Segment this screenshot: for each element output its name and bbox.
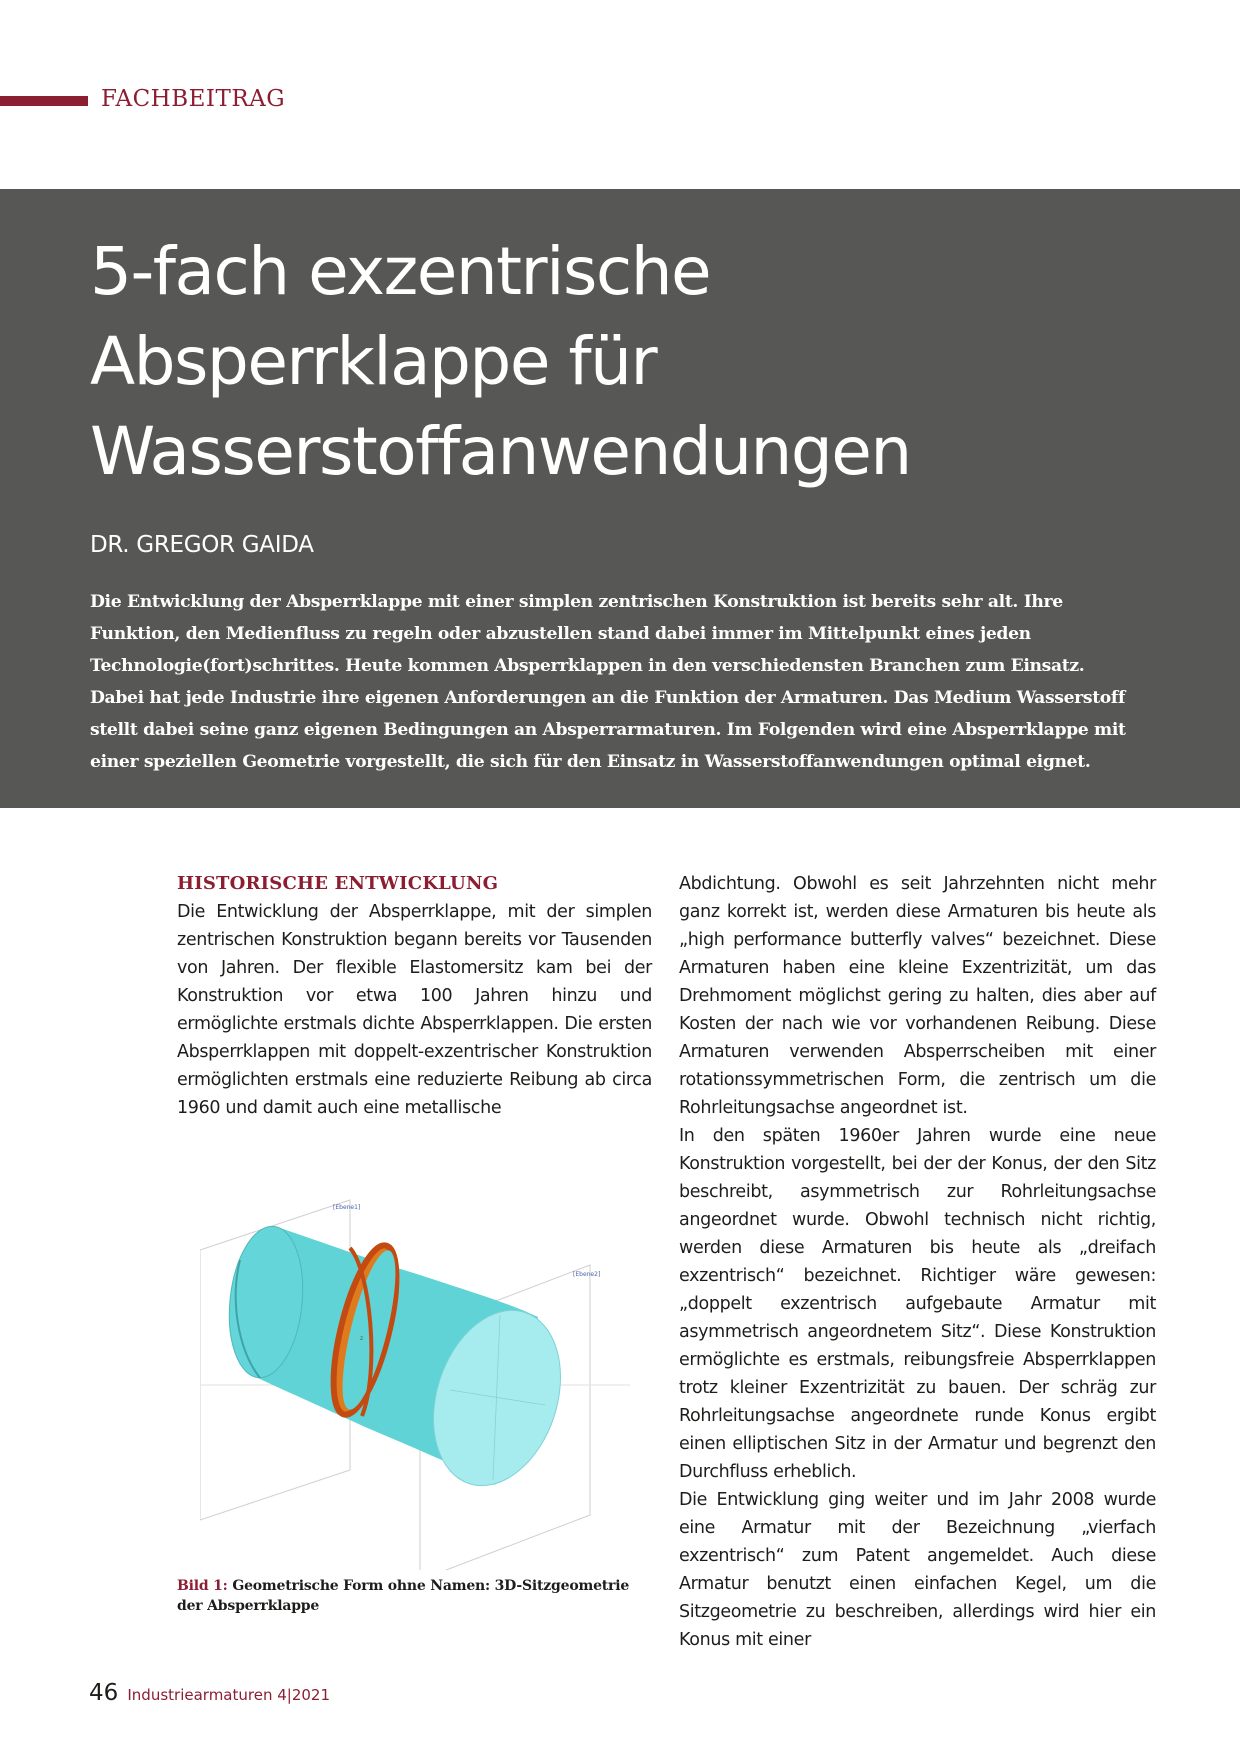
body-paragraph-right-2: In den späten 1960er Jahren wurde eine neue Konstruktion vorgestellt, bei der der Konus, der den Sitz beschreibt, asymmetrisch zur Rohrleitungsachse angeordnet wurde. Obwohl technisch nicht richtig, werden diese Armaturen bis heute als „dreifach exzentrisch“ bezeichnet. Richtiger wäre gewesen: „doppelt exzentrisch aufgebaute Armatur mit asymmetrisch angeordnetem Sitz“. Diese Konstruktion ermöglichte es erstmals, reibungsfreie Absperrklappen trotz kleiner Exzentrizität zu bauen. Der schräg zur Rohrleitungsachse angeordnete runde Konus ergibt einen elliptischen Sitz in der Armatur und begrenzt den Durchfluss erheblich. — [679, 1126, 1156, 1482]
body-paragraph-right-3: Die Entwicklung ging weiter und im Jahr 2008 wurde eine Armatur mit der Bezeichnung „vierfach exzentrisch“ zum Patent angemeldet. Auch diese Armatur benutzt einen einfachen Kegel, um die Sitzgeometrie zu beschreiben, allerdings wird hier ein Konus mit einer — [679, 1490, 1156, 1650]
figure-caption — [177, 1576, 647, 1616]
left-column — [177, 870, 652, 1122]
subheading-history: HISTORISCHE ENTWICKLUNG — [177, 873, 499, 894]
article-title — [90, 227, 1190, 497]
lead-text-1: Die Entwicklung der Absperrklappe mit einer simplen zentrischen Konstruktion ist bereits sehr alt. Ihre Funktion, den Medienfluss zu regeln oder abzustellen stand dabei immer im Mittelpunkt eines jeden Technologie(fort)schrittes. Heute kommen Absperrklappen in den verschiedensten Branchen zum Einsatz. — [90, 592, 1085, 676]
axis-marker: z — [360, 1335, 364, 1342]
title-banner — [0, 189, 1240, 808]
page-footer — [89, 1680, 330, 1706]
title-line-2: Absperrklappe für — [90, 323, 657, 400]
caption-text: Geometrische Form ohne Namen: 3D-Sitzgeometrie der Absperrklappe — [177, 1578, 630, 1614]
caption-label: Bild 1: — [177, 1578, 228, 1594]
lead-paragraph — [90, 586, 1150, 778]
plane-2-label: [Ebene2] — [573, 1271, 601, 1278]
page-number: 46 — [89, 1680, 119, 1706]
seat-geometry-illustration — [200, 1190, 630, 1570]
title-line-1: 5-fach exzentrische — [90, 233, 711, 310]
title-line-3: Wasserstoffanwendungen — [90, 413, 911, 490]
figure-3d-seat-geometry — [200, 1190, 630, 1570]
right-column — [679, 870, 1156, 1654]
body-paragraph-left: Die Entwicklung der Absperrklappe, mit der simplen zentrischen Konstruktion begann bereits vor Tausenden von Jahren. Der flexible Elastomersitz kam bei der Konstruktion vor etwa 100 Jahren hinzu und ermöglichte erstmals dichte Absperrklappen. Die ersten Absperrklappen mit doppelt-exzentrischer Konstruktion ermöglichten erstmals eine reduzierte Reibung ab circa 1960 und damit auch eine metallische — [177, 902, 652, 1118]
author-name: DR. GREGOR GAIDA — [90, 532, 314, 558]
section-accent-bar — [0, 96, 88, 106]
lead-text-2: Dabei hat jede Industrie ihre eigenen Anforderungen an die Funktion der Armaturen. Das Medium Wasserstoff stellt dabei seine ganz eigenen Bedingungen an Absperrarmaturen. Im Folgenden wird eine Absperrklappe mit einer speziellen Geometrie vorgestellt, die sich für den Einsatz in Wasserstoffanwendungen optimal eignet. — [90, 688, 1126, 772]
journal-name: Industriearmaturen 4|2021 — [127, 1686, 330, 1704]
section-label: FACHBEITRAG — [101, 86, 286, 112]
body-paragraph-right-1: Abdichtung. Obwohl es seit Jahrzehnten nicht mehr ganz korrekt ist, werden diese Armaturen bis heute als „high performance butterfly valves“ bezeichnet. Diese Armaturen haben eine kleine Exzentrizität, um das Drehmoment möglichst gering zu halten, dies aber auf Kosten der nach wie vor vorhandenen Reibung. Diese Armaturen verwenden Absperrscheiben mit einer rotationssymmetrischen Form, die zentrisch um die Rohrleitungsachse angeordnet ist. — [679, 874, 1156, 1118]
plane-1-label: [Ebene1] — [333, 1204, 361, 1211]
